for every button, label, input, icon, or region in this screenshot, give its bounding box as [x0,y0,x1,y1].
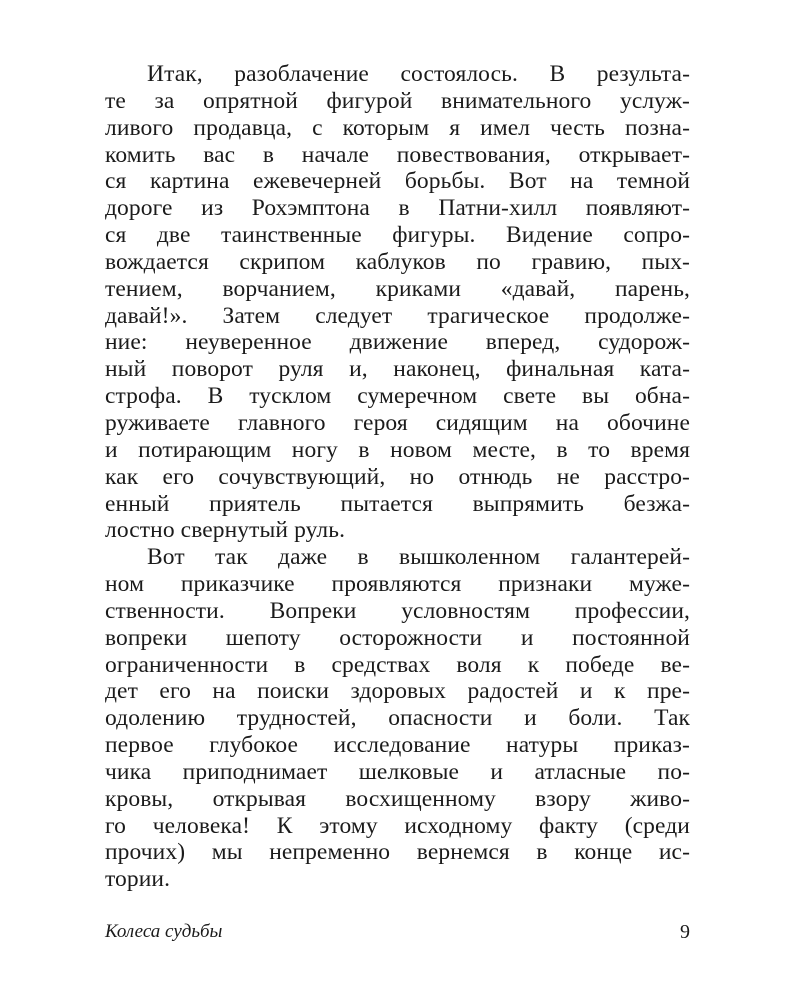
text-line: дороге из Рохэмптона в Патни-хилл появляют- [105,195,690,222]
text-line: вопреки шепоту осторожности и постоянной [105,624,690,651]
paragraph-2 [105,544,690,893]
page-number: 9 [680,921,690,943]
text-line: ном приказчике проявляются признаки муже- [105,571,690,598]
text-line: чика приподнимает шелковые и атласные по- [105,758,690,785]
text-line: ся картина ежевечерней борьбы. Вот на темной [105,168,690,195]
text-line: строфа. В тусклом сумеречном свете вы обна- [105,383,690,410]
text-line: ный поворот руля и, наконец, финальная ката- [105,356,690,383]
text-line: Итак, разоблачение состоялось. В результа- [147,61,690,87]
text-line: енный приятель пытается выпрямить безжа- [105,490,690,517]
body-text [105,61,690,893]
text-line: руживаете главного героя сидящим на обочине [105,409,690,436]
text-line: комить вас в начале повествования, открывает- [105,141,690,168]
paragraph-1 [105,61,690,544]
text-line: ограниченности в средствах воля к победе ве- [105,651,690,678]
running-title: Колеса судьбы [105,921,223,942]
text-line: первое глубокое исследование натуры приказ- [105,732,690,759]
text-line: прочих) мы непременно вернемся в конце ис- [105,839,690,866]
text-line: вождается скрипом каблуков по гравию, пых- [105,248,690,275]
text-line: тории. [105,866,171,893]
text-line: ся две таинственные фигуры. Видение сопро- [105,222,690,249]
text-line: кровы, открывая восхищенному взору живо- [105,785,690,812]
text-line: ние: неуверенное движение вперед, судорож- [105,329,690,356]
text-line: тением, ворчанием, криками «давай, парень, [105,275,690,302]
text-line: ственности. Вопреки условностям профессии, [105,597,690,624]
text-line: дет его на поиски здоровых радостей и к пре- [105,678,690,705]
text-line: ливого продавца, с которым я имел честь позна- [105,114,690,141]
text-line: го человека! К этому исходному факту (среди [105,812,690,839]
text-line: Вот так даже в вышколенном галантерей- [147,544,690,571]
text-line: давай!». Затем следует трагическое продолже- [105,302,690,329]
text-line: одолению трудностей, опасности и боли. Так [105,705,690,732]
text-line: те за опрятной фигурой внимательного услуж- [105,87,690,114]
text-line: и потирающим ногу в новом месте, в то время [105,436,690,463]
text-line: лостно свернутый руль. [105,517,346,544]
text-line: как его сочувствующий, но отнюдь не расстро- [105,463,690,490]
